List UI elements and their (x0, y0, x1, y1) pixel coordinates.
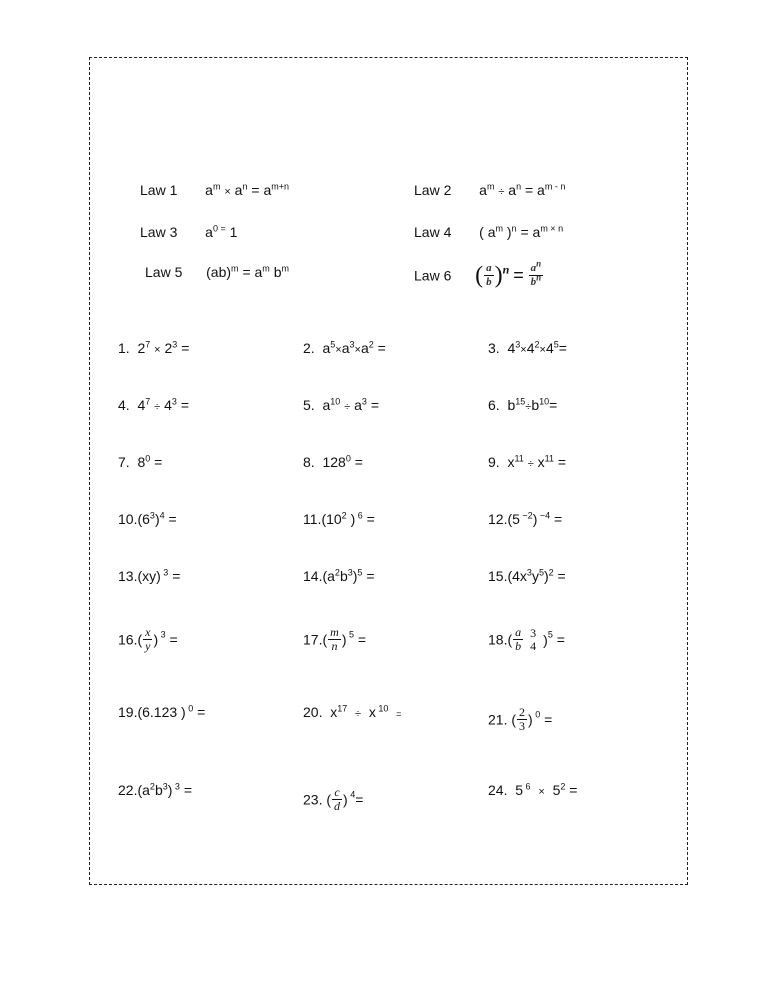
problem-number: 21. (488, 711, 508, 728)
exponent: 6 (355, 510, 363, 521)
fraction (513, 626, 523, 653)
problem-number: 9. (488, 454, 500, 470)
law-5-exp1: m (231, 263, 239, 274)
exponent: 5 (330, 339, 336, 350)
equals: = (550, 511, 563, 527)
exponent: 3 (160, 567, 169, 578)
equals: = (396, 709, 402, 719)
paren: ) (153, 631, 159, 648)
exponent: 3 (349, 339, 355, 350)
exponent: 17 (337, 703, 348, 714)
base: (6 (137, 511, 150, 527)
law-1-exp: m (212, 181, 221, 192)
operator: ÷ (344, 401, 351, 413)
exponent: 2 (341, 510, 347, 521)
law-2-base2: a (508, 182, 517, 198)
equals: = (569, 782, 578, 798)
law-3-label: Law 3 (140, 224, 178, 240)
paren: ) (346, 511, 356, 527)
problem-16 (118, 626, 178, 653)
exponent: 0 (145, 453, 151, 464)
law-6-fraction (484, 262, 494, 289)
problem-13 (118, 568, 180, 584)
base: b (507, 397, 516, 413)
fraction (517, 706, 527, 733)
law-4 (414, 224, 563, 240)
exponent: 3 (526, 567, 532, 578)
paren: ) (167, 782, 173, 798)
fraction (528, 627, 538, 653)
base: a (322, 397, 331, 413)
operator: ÷ (525, 401, 532, 413)
problem-6 (488, 397, 557, 413)
law-1-label: Law 1 (140, 182, 178, 198)
exponent: 3 (172, 781, 180, 792)
problem-number: 18. (488, 631, 508, 648)
problem-number: 15. (488, 568, 508, 584)
law-2-label: Law 2 (414, 182, 452, 198)
law-2-exp: m (486, 181, 495, 192)
paren: ) (543, 631, 548, 648)
problem-number: 19. (118, 704, 138, 720)
law-3-exp: 0 = (212, 223, 226, 234)
base: a (322, 340, 331, 356)
law-1-base2: a (234, 182, 243, 198)
exponent: 7 (145, 396, 151, 407)
operator: × (154, 344, 161, 356)
law-6-eq: = (513, 265, 524, 285)
paren: ( (507, 631, 513, 648)
problem-24 (488, 782, 577, 798)
problem-number: 23. (303, 791, 323, 808)
base: x (537, 454, 545, 470)
exponent: 3 (162, 781, 168, 792)
problem-8 (303, 454, 363, 470)
exponent: 5 (538, 567, 544, 578)
law-6-open-paren: ( (475, 262, 484, 289)
equals: = (180, 397, 189, 413)
problem-number: 3. (488, 340, 500, 356)
base: 128 (322, 454, 346, 470)
law-5-lhs: (ab) (206, 264, 232, 280)
problem-22 (118, 782, 192, 798)
law-5-exp3: m (281, 263, 289, 274)
numerator: 2 (519, 705, 526, 719)
law-2-exp3: m - n (544, 181, 566, 192)
problem-number: 1. (118, 340, 130, 356)
equals: = (377, 340, 386, 356)
numerator: 3 (530, 625, 537, 640)
base: a (354, 397, 362, 413)
exponent: 5 (357, 567, 363, 578)
problem-number: 24. (488, 782, 508, 798)
base: (a (322, 568, 335, 584)
exponent: 10 (330, 396, 341, 407)
law-6-close-paren: ) (494, 262, 503, 289)
equals: = (165, 631, 178, 648)
exponent: 15 (515, 396, 526, 407)
problem-number: 11. (303, 511, 322, 527)
law-4-exp1: m (495, 223, 503, 234)
law-2 (414, 182, 565, 198)
denominator: d (334, 799, 341, 813)
law-6-rhs-den-exp: n (536, 272, 542, 283)
exponent: −2 (519, 510, 533, 521)
paren: ( (137, 631, 143, 648)
equals: = (558, 340, 567, 356)
paren: ) (352, 568, 358, 584)
problem-number: 14. (303, 568, 323, 584)
equals: = (362, 568, 375, 584)
base: a (360, 340, 369, 356)
law-2-op: ÷ (498, 186, 505, 198)
law-1-base: a (205, 182, 213, 198)
exponent: 3 (515, 339, 521, 350)
equals: = (168, 511, 177, 527)
equals: = (557, 454, 567, 470)
law-2-exp2: n (516, 181, 522, 192)
base: 2 (164, 340, 173, 356)
problem-10 (118, 511, 177, 527)
law-1-exp3: m+n (271, 181, 289, 192)
base: x (368, 704, 376, 720)
operator: × (539, 344, 546, 356)
base: 2 (137, 340, 146, 356)
exponent: 4 (347, 789, 356, 800)
paren: ( (322, 631, 328, 648)
paren: ) (154, 511, 160, 527)
exponent: 2 (149, 781, 155, 792)
problem-9 (488, 454, 566, 470)
problem-21 (488, 706, 552, 733)
base: (a (137, 782, 150, 798)
paren: ) (343, 791, 348, 808)
paren: ( (511, 711, 517, 728)
law-6 (414, 258, 544, 289)
problem-number: 13. (118, 568, 138, 584)
equals: = (552, 631, 565, 648)
law-2-base: a (479, 182, 487, 198)
base: 4 (137, 397, 146, 413)
law-6-label: Law 6 (414, 267, 452, 284)
base: 4 (545, 340, 554, 356)
base: 5 (515, 782, 524, 798)
exponent: 2 (334, 567, 340, 578)
paren: ) (528, 711, 533, 728)
problem-number: 16. (118, 631, 138, 648)
base: (4x (507, 568, 527, 584)
operator: ÷ (154, 401, 161, 413)
problem-number: 12. (488, 511, 508, 527)
law-4-exp3: m × n (540, 223, 564, 234)
exponent: 2 (368, 339, 374, 350)
operator: × (354, 344, 361, 356)
law-1-exp2: n (242, 181, 248, 192)
operator: ÷ (355, 708, 362, 720)
problem-1 (118, 340, 189, 356)
law-3-base: a (205, 224, 213, 240)
equals: = (553, 568, 566, 584)
exponent: 3 (172, 339, 178, 350)
problem-3 (488, 340, 567, 356)
problem-number: 10. (118, 511, 138, 527)
exponent: 4 (159, 510, 165, 521)
base: (5 (507, 511, 520, 527)
problem-7 (118, 454, 162, 470)
numerator: m (330, 625, 339, 639)
fraction (328, 626, 341, 653)
law-5-exp2: m (262, 263, 270, 274)
exponent: 10 (539, 396, 550, 407)
problem-5 (303, 397, 379, 413)
base: 8 (137, 454, 146, 470)
base: (xy) (137, 568, 161, 584)
problem-20 (303, 704, 401, 720)
base: b (531, 397, 540, 413)
law-3-rhs: 1 (229, 224, 238, 240)
exponent: −4 (537, 510, 551, 521)
equals: = (181, 340, 190, 356)
law-5 (145, 264, 289, 280)
base: 5 (552, 782, 561, 798)
equals: = (179, 782, 193, 798)
law-1-op: × (224, 186, 231, 198)
exponent: 3 (347, 567, 353, 578)
problem-number: 6. (488, 397, 500, 413)
exponent: 10 (375, 703, 389, 714)
denominator: n (331, 639, 338, 653)
law-2-eq: = (524, 182, 534, 198)
problem-number: 22. (118, 782, 138, 798)
law-2-base3: a (537, 182, 545, 198)
law-4-close: ) (506, 224, 512, 240)
problem-number: 4. (118, 397, 130, 413)
problem-12 (488, 511, 562, 527)
problem-15 (488, 568, 566, 584)
exponent: 3 (149, 510, 155, 521)
paren: ) (532, 511, 538, 527)
equals: = (549, 397, 558, 413)
law-5-eq: = a (242, 264, 263, 280)
fraction (143, 626, 152, 653)
problem-number: 8. (303, 454, 315, 470)
numerator: a (515, 625, 522, 639)
exponent: 5 (547, 629, 553, 640)
exponent: 5 (346, 629, 354, 640)
law-6-den: b (486, 276, 492, 288)
law-4-open: ( a (479, 224, 496, 240)
base: b (154, 782, 163, 798)
denominator: y (145, 639, 151, 653)
operator: ÷ (527, 458, 534, 470)
equals: = (355, 791, 364, 808)
equals: = (154, 454, 163, 470)
equals: = (370, 397, 379, 413)
base: b (339, 568, 348, 584)
base: 4 (164, 397, 172, 413)
exponent: 3 (158, 629, 166, 640)
base: x (507, 454, 515, 470)
equals: = (168, 568, 181, 584)
paren: ) (341, 631, 347, 648)
problem-number: 5. (303, 397, 315, 413)
equals: = (362, 511, 375, 527)
problem-number: 17. (303, 631, 323, 648)
law-6-exp: n (502, 262, 510, 277)
exponent: 2 (560, 781, 566, 792)
law-1-base3: a (263, 182, 272, 198)
law-5-b: b (273, 264, 282, 280)
exponent: 6 (523, 781, 531, 792)
law-4-eq: = a (520, 224, 541, 240)
base: a (341, 340, 350, 356)
operator: × (538, 786, 545, 798)
paren: ( (326, 791, 332, 808)
law-3 (140, 224, 237, 240)
law-4-label: Law 4 (414, 224, 452, 240)
base: y (531, 568, 539, 584)
law-6-rhs-den: b (530, 276, 537, 288)
law-6-rhs-num: a (530, 262, 537, 274)
exponent: 3 (361, 396, 367, 407)
exponent: 7 (145, 339, 151, 350)
law-6-num: a (486, 262, 492, 274)
law-5-label: Law 5 (145, 264, 183, 280)
exponent: 3 (171, 396, 177, 407)
exponent: 11 (544, 453, 554, 464)
operator: × (335, 344, 342, 356)
problem-number: 2. (303, 340, 315, 356)
law-1 (140, 182, 289, 198)
law-1-eq: = (251, 182, 260, 198)
problem-23 (303, 786, 363, 813)
exponent: 11 (514, 453, 524, 464)
problem-4 (118, 397, 189, 413)
numerator: x (145, 625, 151, 639)
exponent: 0 (345, 453, 351, 464)
exponent: 0 (185, 703, 194, 714)
base: (6.123 ) (137, 704, 186, 720)
equals: = (193, 704, 206, 720)
equals: = (354, 454, 363, 470)
operator: × (520, 344, 527, 356)
problem-18 (488, 626, 565, 653)
denominator: 3 (519, 719, 526, 733)
base: (10 (321, 511, 342, 527)
paren: ) (543, 568, 549, 584)
exponent: 2 (534, 339, 540, 350)
problem-19 (118, 704, 205, 720)
law-6-rhs-num-exp: n (536, 258, 542, 269)
base: 4 (507, 340, 516, 356)
law-6-rhs-fraction (529, 258, 544, 289)
problem-number: 20. (303, 704, 323, 720)
exponent: 0 (532, 709, 541, 720)
law-4-exp2: n (511, 223, 517, 234)
base: 4 (526, 340, 535, 356)
denominator: 4 (530, 638, 537, 653)
problem-2 (303, 340, 386, 356)
exponent: 5 (553, 339, 559, 350)
problem-17 (303, 626, 366, 653)
problem-14 (303, 568, 375, 584)
base: x (330, 704, 338, 720)
equals: = (354, 631, 367, 648)
fraction (332, 786, 342, 813)
denominator: b (515, 639, 522, 653)
problem-11 (303, 511, 375, 527)
numerator: c (334, 785, 340, 799)
exponent: 2 (548, 567, 554, 578)
problem-number: 7. (118, 454, 130, 470)
equals: = (540, 711, 553, 728)
